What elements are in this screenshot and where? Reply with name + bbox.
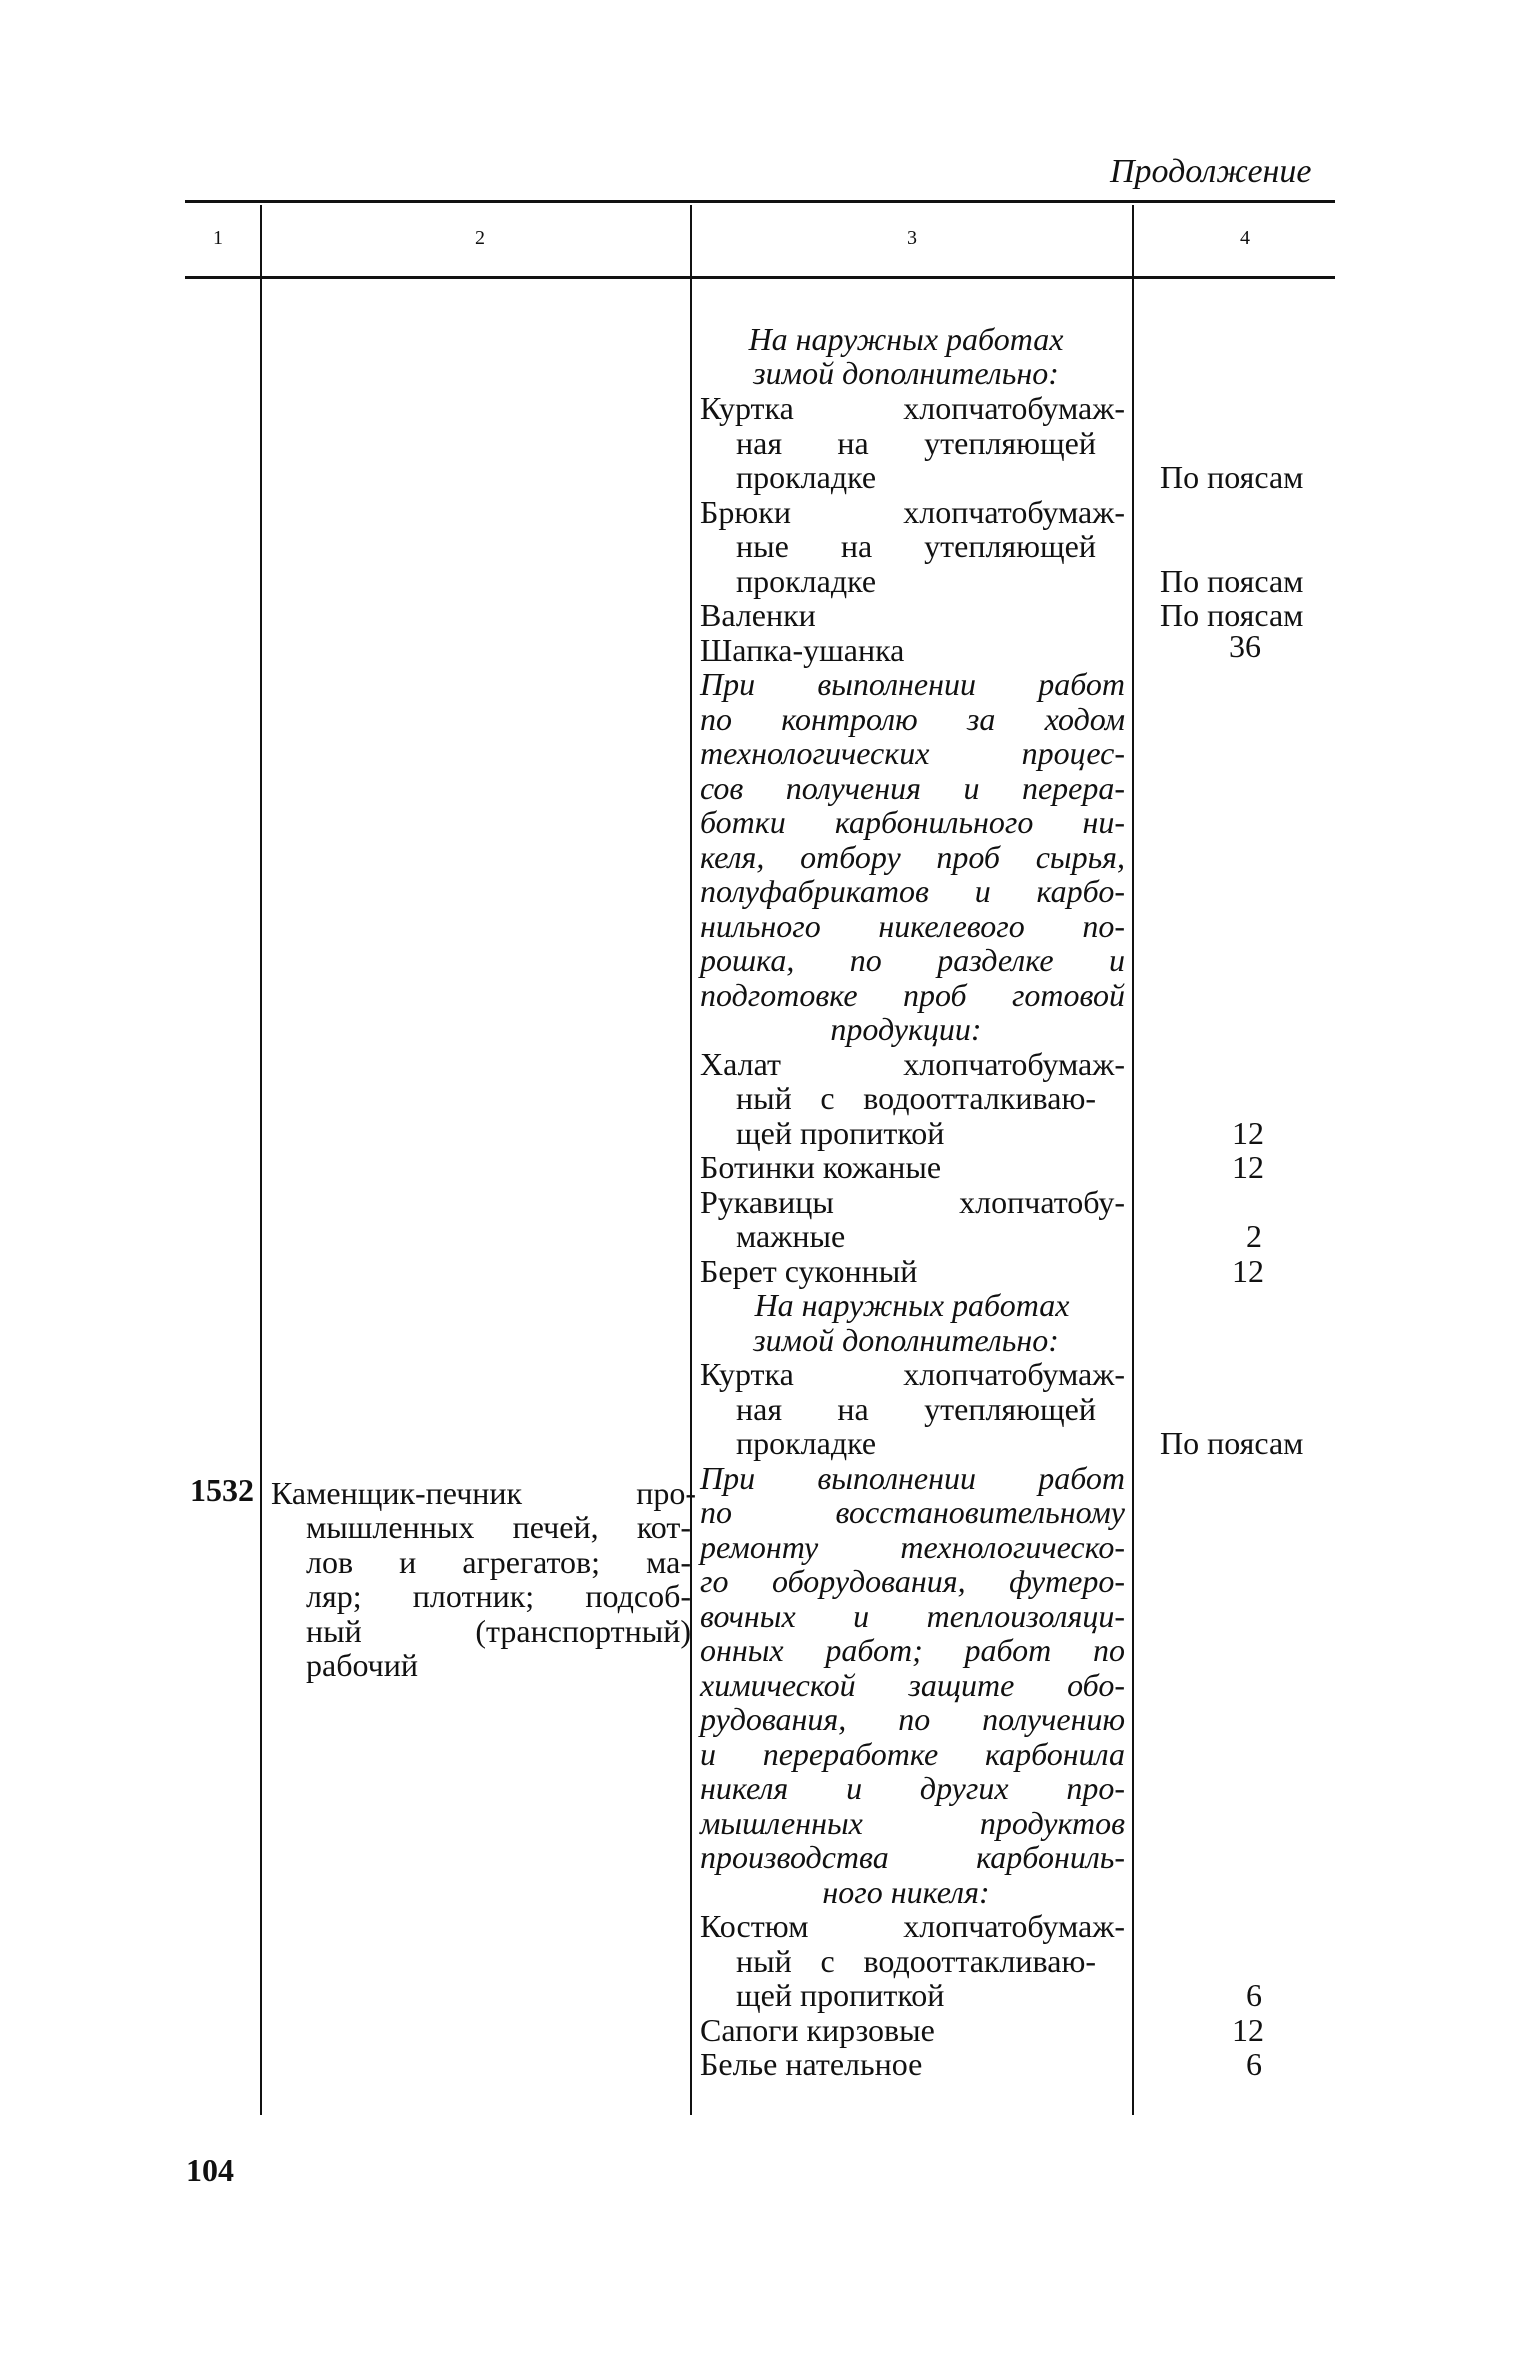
- item-term: 2: [1246, 1218, 1262, 1254]
- section-heading: рошка, по разделке и: [700, 942, 1125, 978]
- col-divider-3: [1132, 205, 1134, 2115]
- item-line: ный с водоотталкиваю-: [736, 1080, 1096, 1116]
- item-line: Куртка хлопчатобумаж-: [700, 390, 1125, 426]
- item-term: 12: [1232, 1149, 1264, 1185]
- continuation-label: Продолжение: [1110, 153, 1312, 190]
- profession-line: мышленных печей, кот-: [306, 1509, 691, 1545]
- item-line: мажные: [736, 1218, 846, 1254]
- top-rule: [185, 200, 1335, 203]
- item-line: Ботинки кожаные: [700, 1149, 942, 1185]
- section-heading: подготовке проб готовой: [700, 977, 1125, 1013]
- item-line: ная на утепляющей: [736, 1391, 1096, 1427]
- item-term: По поясам: [1160, 597, 1304, 633]
- item-line: ные на утепляющей: [736, 528, 1096, 564]
- section-heading: полуфабрикатов и карбо-: [700, 873, 1125, 909]
- section-heading: нильного никелевого по-: [700, 908, 1125, 944]
- item-term: 36: [1229, 628, 1261, 664]
- section-heading: по контролю за ходом: [700, 701, 1125, 737]
- section-heading: химической защите обо-: [700, 1667, 1125, 1703]
- section-heading: сов получения и перера-: [700, 770, 1125, 806]
- row-number: 1532: [190, 1472, 254, 1508]
- profession-line: ляр; плотник; подсоб-: [306, 1578, 691, 1614]
- item-line: ный с водооттакливаю-: [736, 1943, 1096, 1979]
- item-term: 6: [1246, 2046, 1262, 2082]
- item-term: По поясам: [1160, 1425, 1304, 1461]
- item-term: По поясам: [1160, 563, 1304, 599]
- item-line: прокладке: [736, 1425, 877, 1461]
- item-line: Шапка-ушанка: [700, 632, 905, 668]
- profession-line: рабочий: [306, 1647, 418, 1683]
- section-heading: На наружных работах: [754, 1287, 1070, 1323]
- item-line: прокладке: [736, 459, 877, 495]
- section-heading: зимой дополнительно:: [753, 355, 1059, 391]
- section-heading: технологических процес-: [700, 735, 1125, 771]
- col-number-3: 3: [907, 227, 917, 249]
- section-heading: и переработке карбонила: [700, 1736, 1125, 1772]
- section-heading: производства карбониль-: [700, 1839, 1125, 1875]
- header-bottom-rule: [185, 276, 1335, 279]
- col-number-1: 1: [213, 227, 223, 249]
- item-line: Белье нательное: [700, 2046, 923, 2082]
- section-heading: При выполнении работ: [700, 666, 1125, 702]
- section-heading: ботки карбонильного ни-: [700, 804, 1125, 840]
- section-heading: зимой дополнительно:: [753, 1322, 1059, 1358]
- item-line: щей пропиткой: [736, 1115, 945, 1151]
- item-line: Куртка хлопчатобумаж-: [700, 1356, 1125, 1392]
- section-heading: вочных и теплоизоляци-: [700, 1598, 1125, 1634]
- section-heading: ного никеля:: [822, 1874, 990, 1910]
- section-heading: При выполнении работ: [700, 1460, 1125, 1496]
- section-heading: ремонту технологическо-: [700, 1529, 1125, 1565]
- item-line: Валенки: [700, 597, 816, 633]
- section-heading: мышленных продуктов: [700, 1805, 1125, 1841]
- item-line: Костюм хлопчатобумаж-: [700, 1908, 1125, 1944]
- section-heading: онных работ; работ по: [700, 1632, 1125, 1668]
- section-heading: рудования, по получению: [700, 1701, 1125, 1737]
- profession-line: Каменщик-печник про-: [271, 1475, 696, 1511]
- item-term: 6: [1246, 1977, 1262, 2013]
- section-heading: продукции:: [830, 1011, 982, 1047]
- section-heading: никеля и других про-: [700, 1770, 1125, 1806]
- item-line: Сапоги кирзовые: [700, 2012, 935, 2048]
- col-number-2: 2: [475, 227, 485, 249]
- item-line: ная на утепляющей: [736, 425, 1096, 461]
- section-heading: го оборудования, футеро-: [700, 1563, 1125, 1599]
- page-number: 104: [186, 2152, 234, 2188]
- item-line: прокладке: [736, 563, 877, 599]
- item-term: 12: [1232, 2012, 1264, 2048]
- item-term: 12: [1232, 1115, 1264, 1151]
- item-line: Брюки хлопчатобумаж-: [700, 494, 1125, 530]
- item-line: Халат хлопчатобумаж-: [700, 1046, 1125, 1082]
- section-heading: На наружных работах: [748, 321, 1064, 357]
- col-divider-1: [260, 205, 262, 2115]
- section-heading: келя, отбору проб сырья,: [700, 839, 1125, 875]
- col-divider-2: [690, 205, 692, 2115]
- item-term: 12: [1232, 1253, 1264, 1289]
- item-line: Берет суконный: [700, 1253, 918, 1289]
- item-line: Рукавицы хлопчатобу-: [700, 1184, 1125, 1220]
- profession-line: ный (транспортный): [306, 1613, 691, 1649]
- col-number-4: 4: [1240, 227, 1250, 249]
- profession-line: лов и агрегатов; ма-: [306, 1544, 691, 1580]
- item-term: По поясам: [1160, 459, 1304, 495]
- item-line: щей пропиткой: [736, 1977, 945, 2013]
- section-heading: по восстановительному: [700, 1494, 1125, 1530]
